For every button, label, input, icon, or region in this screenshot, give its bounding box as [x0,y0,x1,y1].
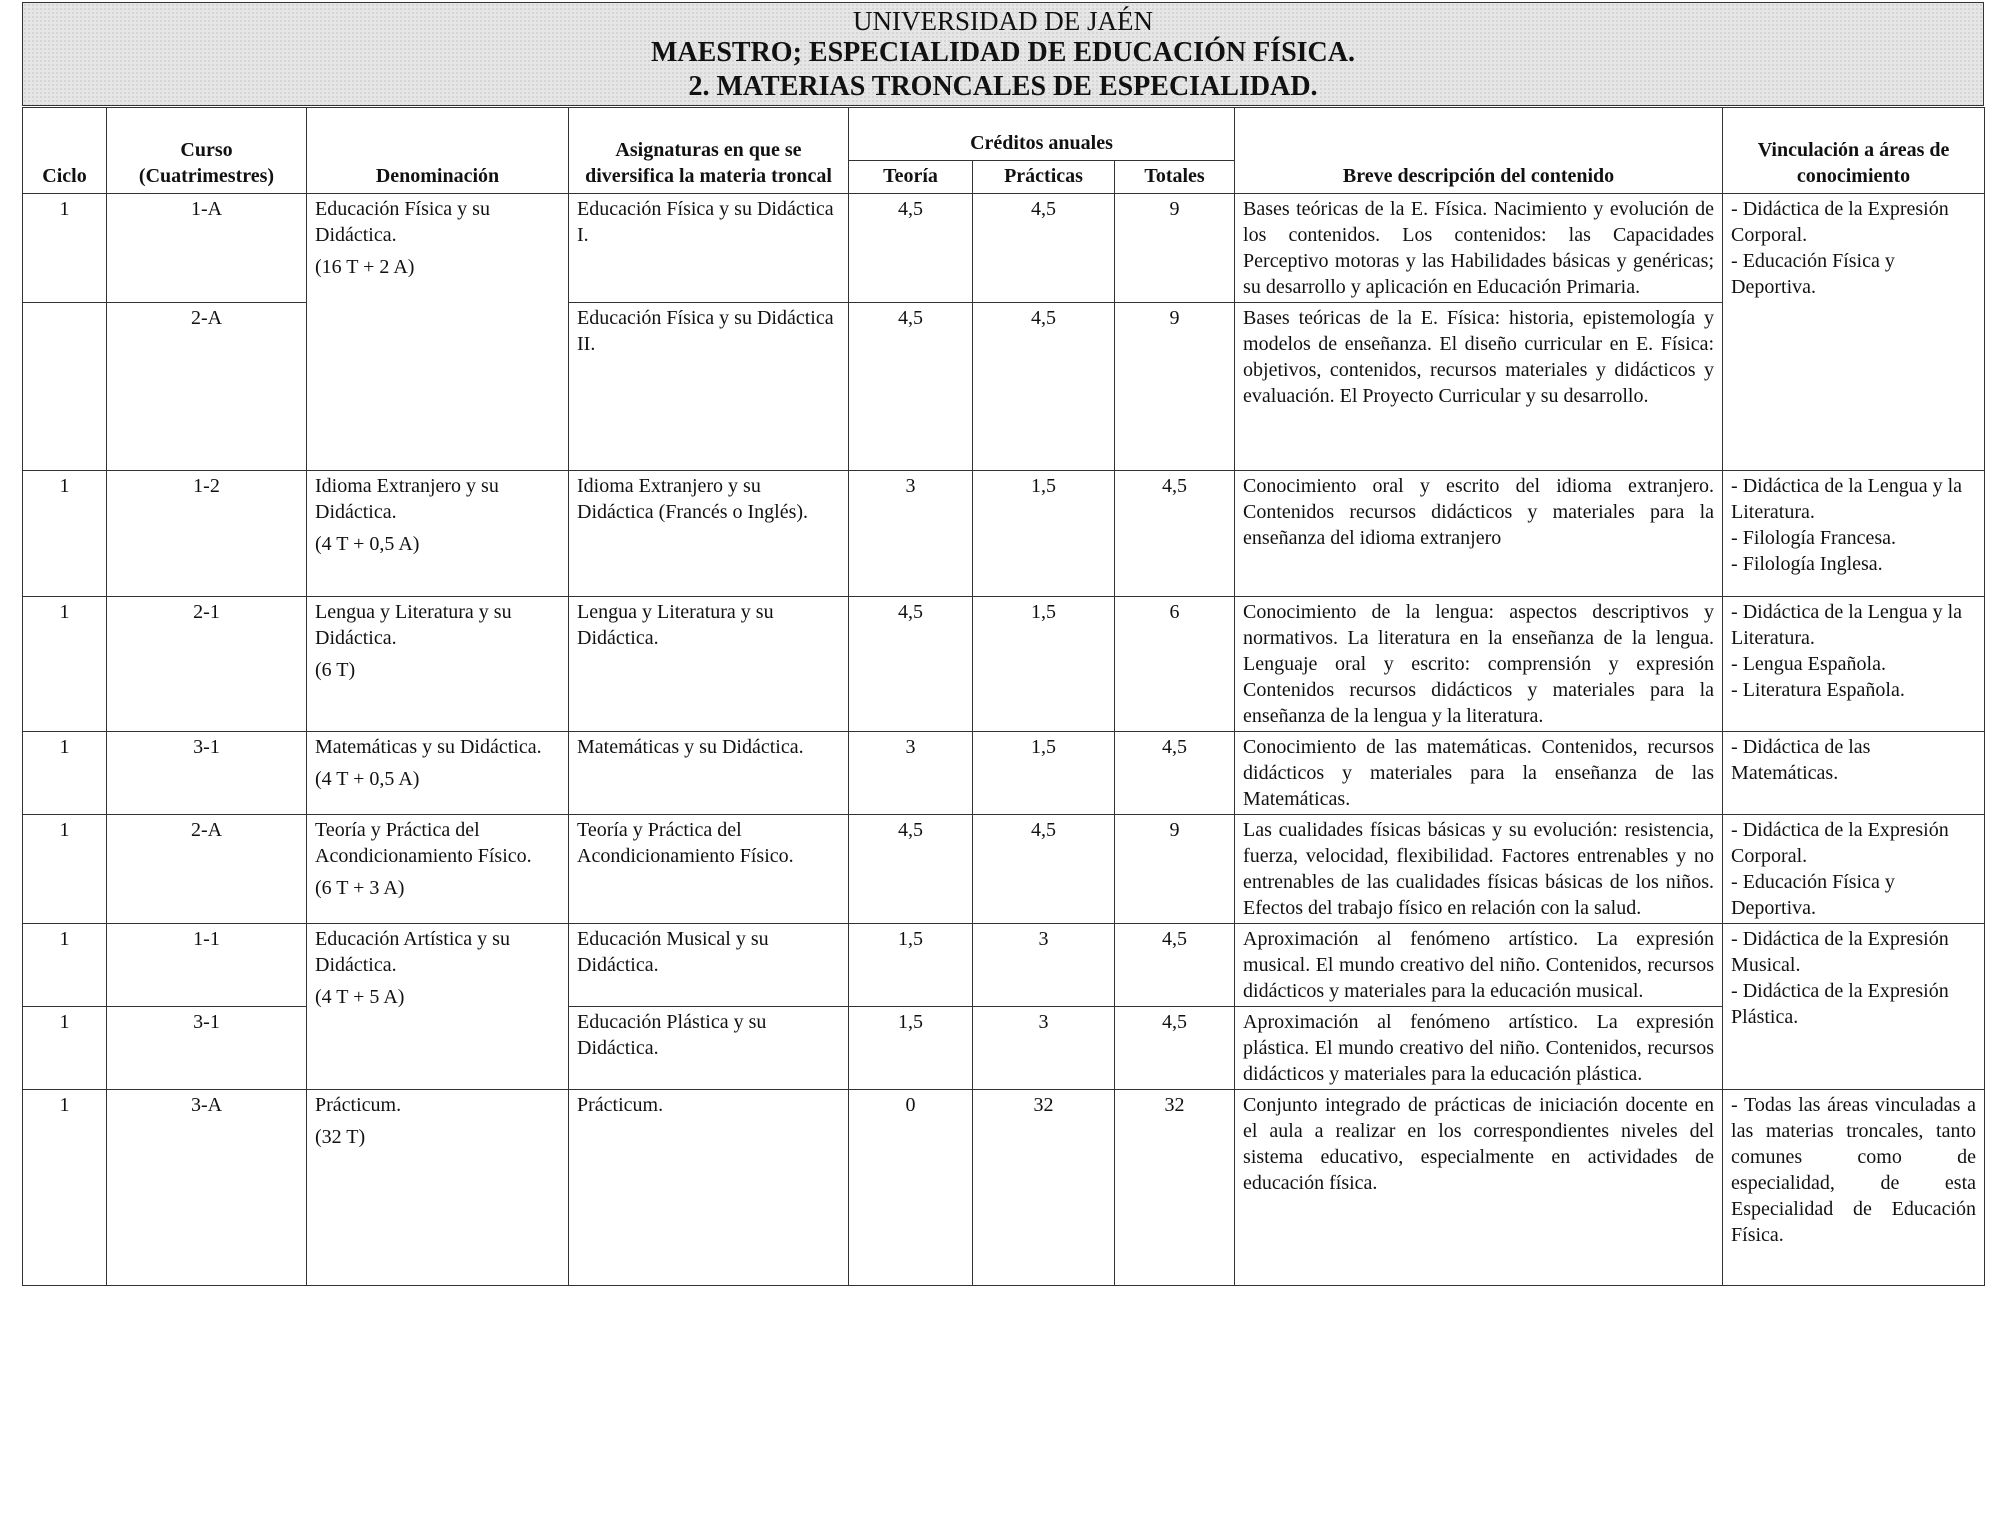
cell-descripcion: Aproximación al fenómeno artístico. La expresión musical. El mundo creativo del niño. Contenidos, recursos didácticos y materiales para la educación musical. [1235,924,1723,1007]
col-header-vinculacion: Vinculación a áreas de conocimiento [1723,108,1985,194]
cell-ciclo: 1 [23,1090,107,1286]
col-header-totales: Totales [1115,161,1235,194]
cell-denominacion [307,732,569,815]
cell-ciclo [23,303,107,471]
cell-teoria: 1,5 [849,1007,973,1090]
cell-practicas: 4,5 [973,194,1115,303]
area-item: - Filología Francesa. [1731,527,1896,549]
cell-teoria: 1,5 [849,924,973,1007]
cell-asignatura: Prácticum. [569,1090,849,1286]
cell-curso: 3-1 [107,732,307,815]
table-row [23,471,1985,597]
document-header [22,2,1984,106]
cell-practicas: 4,5 [973,815,1115,924]
area-item: - Didáctica de las Matemáticas. [1731,736,1871,784]
area-item: - Didáctica de la Lengua y la Literatura. [1731,601,1963,649]
subjects-table [22,107,1985,1286]
cell-ciclo: 1 [23,471,107,597]
cell-practicas: 4,5 [973,303,1115,471]
cell-ciclo: 1 [23,597,107,732]
cell-ciclo: 1 [23,1007,107,1090]
cell-vinculacion [1723,471,1985,597]
col-header-ciclo: Ciclo [23,108,107,194]
table-row [23,924,1985,1007]
denominacion-credits: (6 T + 3 A) [315,877,405,899]
cell-curso: 1-1 [107,924,307,1007]
cell-totales: 4,5 [1115,732,1235,815]
denominacion-credits: (16 T + 2 A) [315,256,415,278]
denominacion-text: Teoría y Práctica del Acondicionamiento Físico. [315,819,532,867]
cell-descripcion: Conocimiento oral y escrito del idioma extranjero. Contenidos recursos didácticos y materiales para la enseñanza del idioma extranjero [1235,471,1723,597]
area-item: - Educación Física y Deportiva. [1731,871,1895,919]
col-header-practicas: Prácticas [973,161,1115,194]
col-header-teoria: Teoría [849,161,973,194]
table-row [23,815,1985,924]
cell-asignatura: Matemáticas y su Didáctica. [569,732,849,815]
cell-teoria: 4,5 [849,597,973,732]
cell-ciclo: 1 [23,194,107,303]
cell-teoria: 4,5 [849,303,973,471]
cell-vinculacion [1723,815,1985,924]
col-header-descripcion: Breve descripción del contenido [1235,108,1723,194]
table-row [23,732,1985,815]
cell-descripcion: Aproximación al fenómeno artístico. La expresión plástica. El mundo creativo del niño. Contenidos, recursos didácticos y materiales para la educación plástica. [1235,1007,1723,1090]
cell-curso: 2-1 [107,597,307,732]
cell-practicas: 3 [973,924,1115,1007]
cell-descripcion: Las cualidades físicas básicas y su evolución: resistencia, fuerza, velocidad, flexibilidad. Factores entrenables y no entrenables de las cualidades físicas básicas de los niños. Efectos del trabajo físico en relación con la salud. [1235,815,1723,924]
cell-vinculacion [1723,1090,1985,1286]
cell-curso: 2-A [107,303,307,471]
denominacion-credits: (6 T) [315,659,356,681]
denominacion-text: Educación Artística y su Didáctica. [315,928,510,976]
cell-totales: 32 [1115,1090,1235,1286]
cell-denominacion [307,597,569,732]
cell-vinculacion [1723,194,1985,471]
cell-denominacion [307,194,569,471]
cell-teoria: 4,5 [849,194,973,303]
cell-vinculacion [1723,732,1985,815]
cell-denominacion [307,924,569,1090]
cell-practicas: 1,5 [973,597,1115,732]
cell-asignatura: Educación Plástica y su Didáctica. [569,1007,849,1090]
cell-practicas: 32 [973,1090,1115,1286]
cell-vinculacion [1723,924,1985,1090]
denominacion-text: Matemáticas y su Didáctica. [315,736,542,758]
area-item: - Didáctica de la Expresión Musical. [1731,928,1949,976]
area-item: - Literatura Española. [1731,679,1905,701]
degree-title: MAESTRO; ESPECIALIDAD DE EDUCACIÓN FÍSICA. [651,37,1355,68]
area-item: - Didáctica de la Lengua y la Literatura. [1731,475,1963,523]
cell-curso: 1-2 [107,471,307,597]
university-name: UNIVERSIDAD DE JAÉN [853,6,1153,36]
cell-teoria: 0 [849,1090,973,1286]
cell-curso: 2-A [107,815,307,924]
cell-totales: 9 [1115,815,1235,924]
cell-totales: 9 [1115,303,1235,471]
cell-asignatura: Idioma Extranjero y su Didáctica (Francés o Inglés). [569,471,849,597]
area-item: - Lengua Española. [1731,653,1886,675]
col-header-curso: Curso (Cuatrimestres) [107,108,307,194]
cell-asignatura: Lengua y Literatura y su Didáctica. [569,597,849,732]
cell-vinculacion [1723,597,1985,732]
cell-curso: 3-A [107,1090,307,1286]
cell-practicas: 1,5 [973,732,1115,815]
area-item: - Todas las áreas vinculadas a las materias troncales, tanto comunes como de especialidad, de esta Especialidad de Educación Física. [1731,1094,1977,1246]
cell-teoria: 3 [849,732,973,815]
cell-descripcion: Conocimiento de las matemáticas. Contenidos, recursos didácticos y materiales para la enseñanza de las Matemáticas. [1235,732,1723,815]
cell-ciclo: 1 [23,924,107,1007]
cell-asignatura: Teoría y Práctica del Acondicionamiento Físico. [569,815,849,924]
denominacion-credits: (4 T + 5 A) [315,986,405,1008]
col-header-denominacion: Denominación [307,108,569,194]
cell-descripcion: Conocimiento de la lengua: aspectos descriptivos y normativos. La literatura en la enseñanza de la lengua. Lenguaje oral y escrito: comprensión y expresión Contenidos recursos didácticos y materiales para la enseñanza de la lengua y la literatura. [1235,597,1723,732]
area-item: - Didáctica de la Expresión Corporal. [1731,198,1949,246]
denominacion-credits: (32 T) [315,1126,366,1148]
denominacion-text: Lengua y Literatura y su Didáctica. [315,601,512,649]
area-item: - Didáctica de la Expresión Corporal. [1731,819,1949,867]
cell-denominacion [307,471,569,597]
table-row [23,597,1985,732]
cell-denominacion [307,1090,569,1286]
cell-totales: 9 [1115,194,1235,303]
table-row [23,194,1985,303]
denominacion-credits: (4 T + 0,5 A) [315,768,420,790]
cell-teoria: 4,5 [849,815,973,924]
cell-practicas: 3 [973,1007,1115,1090]
cell-asignatura: Educación Física y su Didáctica I. [569,194,849,303]
section-title: 2. MATERIAS TRONCALES DE ESPECIALIDAD. [688,71,1318,102]
cell-ciclo: 1 [23,732,107,815]
cell-teoria: 3 [849,471,973,597]
cell-practicas: 1,5 [973,471,1115,597]
cell-totales: 6 [1115,597,1235,732]
cell-totales: 4,5 [1115,471,1235,597]
cell-descripcion: Bases teóricas de la E. Física. Nacimiento y evolución de los contenidos. Los contenidos: las Capacidades Perceptivo motoras y las Habilidades básicas y genéricas; su desarrollo y aplicación en Educación Primaria. [1235,194,1723,303]
area-item: - Educación Física y Deportiva. [1731,250,1895,298]
area-item: - Filología Inglesa. [1731,553,1883,575]
cell-asignatura: Educación Musical y su Didáctica. [569,924,849,1007]
cell-ciclo: 1 [23,815,107,924]
table-row [23,1090,1985,1286]
cell-denominacion [307,815,569,924]
cell-curso: 3-1 [107,1007,307,1090]
cell-totales: 4,5 [1115,1007,1235,1090]
area-item: - Didáctica de la Expresión Plástica. [1731,980,1949,1028]
cell-curso: 1-A [107,194,307,303]
denominacion-text: Educación Física y su Didáctica. [315,198,490,246]
col-header-asignaturas: Asignaturas en que se diversifica la materia troncal [569,108,849,194]
col-header-creditos: Créditos anuales [849,108,1235,161]
cell-totales: 4,5 [1115,924,1235,1007]
cell-descripcion: Conjunto integrado de prácticas de iniciación docente en el aula a realizar en los correspondientes niveles del sistema educativo, especialmente en actividades de educación física. [1235,1090,1723,1286]
cell-asignatura: Educación Física y su Didáctica II. [569,303,849,471]
denominacion-credits: (4 T + 0,5 A) [315,533,420,555]
denominacion-text: Idioma Extranjero y su Didáctica. [315,475,499,523]
cell-descripcion: Bases teóricas de la E. Física: historia, epistemología y modelos de enseñanza. El diseño curricular en E. Física: objetivos, contenidos, recursos materiales y didácticos y evaluación. El Proyecto Curricular y su desarrollo. [1235,303,1723,471]
denominacion-text: Prácticum. [315,1094,402,1116]
